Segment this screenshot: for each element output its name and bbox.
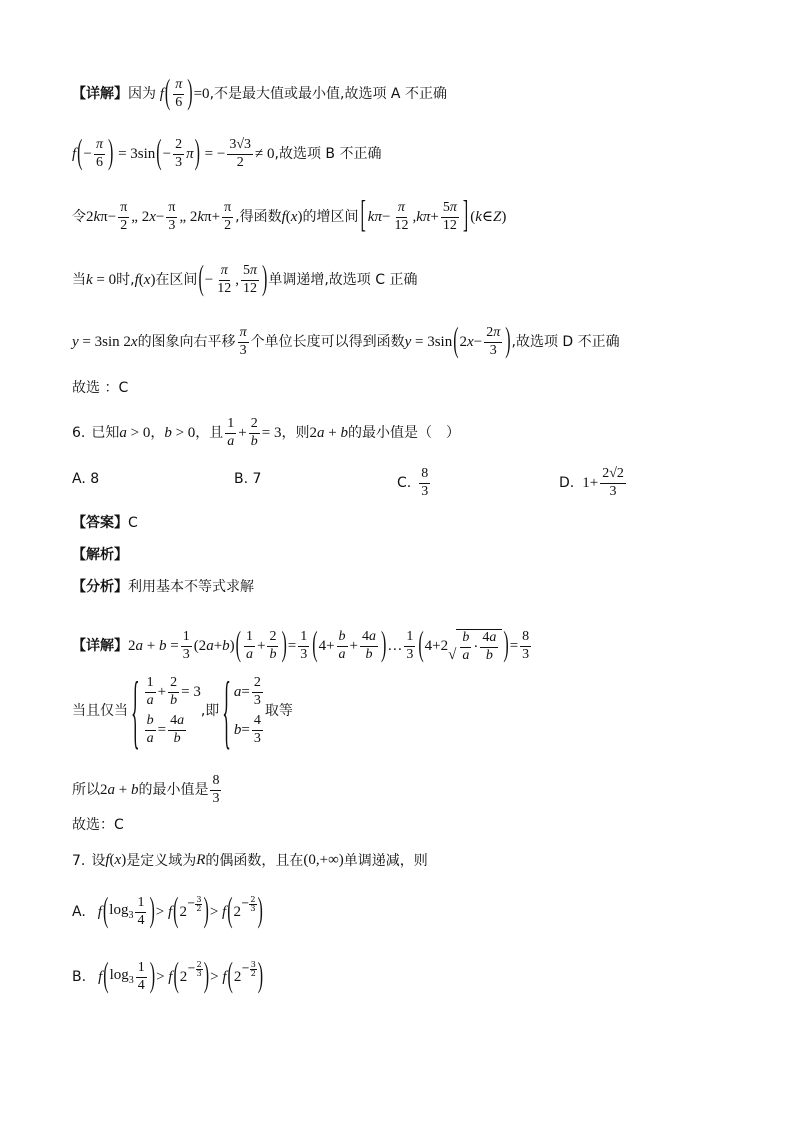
question-7-option-a: A. f ( $\log_3$ $\frac{1}{4}$ ) > f ( 2 − 3 2 ) > f ( 2 − 2 3 ) <box>72 892 263 930</box>
detail-equation: 【详解】 2a + b = $\frac{1}{3}$ (2a+b) ( $\frac{1}{a}$ + $\frac{2}{b}$ ) = $\frac{1}{3}$ ( 4+ $\frac{b}{a}$ + $\frac{4a}{b}$ ) … $\frac{1}{3}$ ( 4+2 √ $\frac{b}{a}$ · $\frac{4a}{b}$ ) = $\frac{8}{3}$ <box>72 626 530 664</box>
math: f <box>156 85 164 102</box>
detail-label: 【详解】 <box>72 86 128 103</box>
fraction: $\frac{\pi}{6}$ <box>175 77 183 110</box>
answer-choice-line: 故选 ：C <box>72 380 129 396</box>
answer-choice-line-2: 故选：C <box>72 817 124 833</box>
text: ,不是最大值或最小值,故选项 A 不正确 <box>209 86 447 103</box>
option-d: D. 1+ $\frac{2√2}{3}$ <box>559 466 624 499</box>
option-b: B. 7 <box>234 471 262 487</box>
detail-line-3: 令 2kπ− $\frac{\pi}{2}$ „ 2x− $\frac{\pi}{3}$ „ 2kπ+ $\frac{\pi}{2}$ ,得函数 f(x) 的增区间 [ kπ − $\frac{\pi}{12}$ ,kπ+ $\frac{5\pi}{12}$ ] (k∈Z) <box>72 195 507 237</box>
question-7-option-b: B. f ( $\log_3$ $\frac{1}{4}$ ) > f ( 2 − 2 3 ) > f ( 2 − 3 2 ) <box>72 957 264 995</box>
analysis-line: 【分析】 利用基本不等式求解 <box>72 579 254 595</box>
detail-line-5: y = 3sin 2x 的图象向右平移 $\frac{\pi}{3}$ 个单位长度可以得到函数 y = 3sin ( 2x− $\frac{2\pi}{3}$ ) ,故选项 D 不正确 <box>72 322 620 360</box>
option-c: C. $\frac{8}{3}$ <box>397 466 429 499</box>
text: 因为 <box>128 86 156 103</box>
question-7: 7. 设 f(x) 是定义域为 R 的偶函数，且在 (0,+∞) 单调递减，则 <box>72 852 428 869</box>
question-6-options <box>72 467 712 501</box>
option-a: A. 8 <box>72 471 100 487</box>
question-6: 6. 已知 a > 0 ， b > 0 ，且 $\frac{1}{a}$ + $\frac{2}{b}$ = 3 ，则 2a + b 的最小值是（ ） <box>72 416 460 449</box>
equality-condition: 当且仅当 { $\frac{1}{a}$ + $\frac{2}{b}$ = 3 $\frac{b}{a}$ = $\frac{4a}{b}$ ,即 { a = $\frac{2}{3}$ b = $\frac{4}{3}$ 取等 <box>72 665 293 758</box>
conclusion-line: 所以 2a + b 的最小值是 $\frac{8}{3}$ <box>72 773 220 806</box>
detail-line-2: f ( − $\frac{\pi}{6}$ ) = 3sin ( − $\frac{2}{3}$ π ) = − $\frac{3√3}{2}$ ≠ 0 ,故选项 B 不正确 <box>72 134 382 172</box>
detail-line-4: 当 k = 0 时, f(x) 在区间 ( − $\frac{\pi}{12}$ , $\frac{5\pi}{12}$ ) 单调递增,故选项 C 正确 <box>72 260 418 298</box>
answer-line: 【答案】 C <box>72 515 138 531</box>
detail-line-1: 【详解】 因为 f ( $\frac{\pi}{6}$ ) =0 ,不是最大值或最小值,故选项 A 不正确 <box>72 74 447 112</box>
analysis-label: 【解析】 <box>72 547 128 563</box>
